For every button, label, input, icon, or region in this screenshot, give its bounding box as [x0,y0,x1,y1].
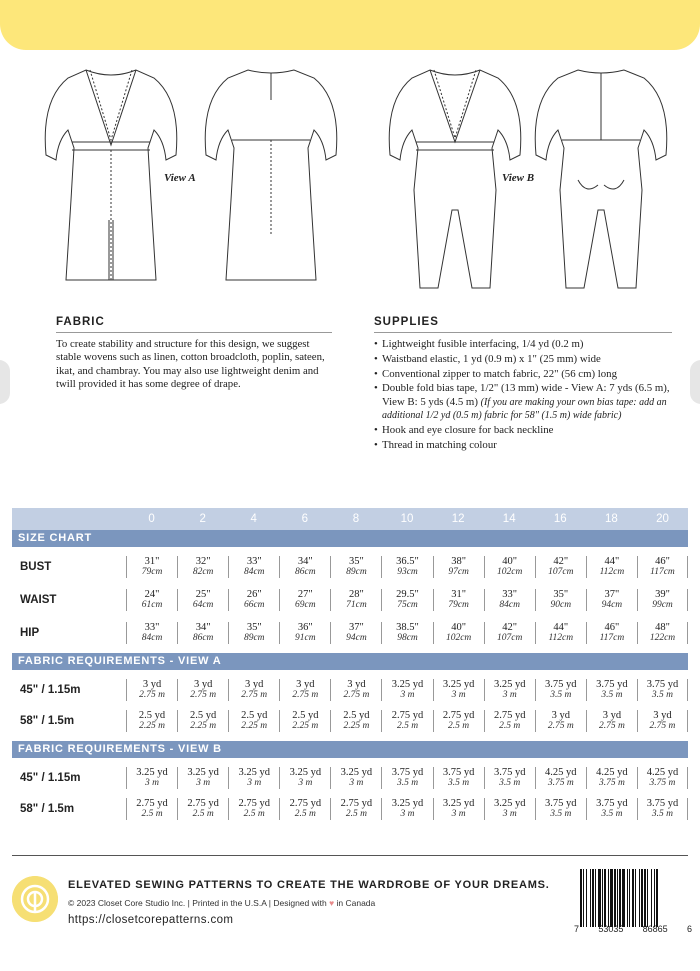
table-cell: 31" 79cm [126,556,177,578]
table-cell: 3 yd 2.75 m [228,679,279,701]
table-cell: 3.75 yd 3.5 m [433,767,484,789]
table-cell: 32" 82cm [177,556,228,578]
table-cell: 37" 94cm [330,622,381,644]
table-cell: 3.25 yd 3 m [381,798,432,820]
size-header: 10 [400,513,414,525]
table-cell: 25" 64cm [177,589,228,611]
table-cell: 27" 69cm [279,589,330,611]
table-cell: 33" 84cm [228,556,279,578]
table-cell: 3 yd 2.75 m [126,679,177,701]
table-cell: 3.25 yd 3 m [177,767,228,789]
footer-tagline: ELEVATED SEWING PATTERNS TO CREATE THE WARDROBE OF YOUR DREAMS. [68,879,550,891]
table-cell: 2.75 yd 2.5 m [228,798,279,820]
table-cell: 3 yd 2.75 m [279,679,330,701]
view-a-band: FABRIC REQUIREMENTS - VIEW A [12,653,688,670]
size-header: 18 [604,513,618,525]
website-link[interactable]: https://closetcorepatterns.com [68,914,234,926]
table-cell: 3 yd 2.75 m [330,679,381,701]
table-cell: 3.25 yd 3 m [484,798,535,820]
table-cell: 2.5 yd 2.25 m [126,710,177,732]
table-row [12,619,688,647]
view-a-back-drawing [196,60,346,290]
size-header: 0 [148,513,155,525]
row-label: WAIST [20,594,57,606]
size-header: 8 [352,513,360,525]
table-cell: 46" 117cm [586,622,637,644]
view-a-label: View A [164,172,196,184]
table-cell: 3.75 yd 3.5 m [586,679,637,701]
table-cell: 3.25 yd 3 m [484,679,535,701]
table-cell: 4.25 yd 3.75 m [535,767,586,789]
table-cell: 3 yd 2.75 m [586,710,637,732]
table-cell: 2.75 yd 2.5 m [330,798,381,820]
table-cell: 48" 122cm [637,622,688,644]
table-cell: 3.75 yd 3.5 m [535,679,586,701]
table-cell: 40" 102cm [433,622,484,644]
table-cell: 39" 99cm [637,589,688,611]
table-cell: 37" 94cm [586,589,637,611]
size-header: 20 [656,513,669,525]
table-cell: 3.25 yd 3 m [279,767,330,789]
next-page-arrow[interactable] [690,360,700,404]
table-row [12,707,688,735]
row-label: 58" / 1.5m [20,715,75,727]
table-cell: 3.75 yd 3.5 m [586,798,637,820]
fabric-heading: FABRIC [56,316,105,328]
table-cell: 31" 79cm [433,589,484,611]
table-cell: 28" 71cm [330,589,381,611]
table-cell: 40" 102cm [484,556,535,578]
supply-item: • Conventional zipper to match fabric, 22" (56 cm) long [374,368,674,381]
table-cell: 44" 112cm [535,622,586,644]
table-cell: 36.5" 93cm [381,556,432,578]
table-cell: 3.75 yd 3.5 m [381,767,432,789]
table-cell: 2.5 yd 2.25 m [279,710,330,732]
table-cell: 3 yd 2.75 m [637,710,688,732]
fabric-description: To create stability and structure for this design, we suggest stable wovens such as linen, cotton broadcloth, poplin, sateen, ikat, and chambray. You may also use lightweight denim and twill provided it has some degree of drape. [56,338,325,390]
table-cell: 2.75 yd 2.5 m [433,710,484,732]
table-cell: 35" 89cm [228,622,279,644]
footer-copyright: © 2023 Closet Core Studio Inc. | Printed in the U.S.A | Designed with ♥ in Canada [68,898,376,908]
table-row [12,553,688,581]
table-cell: 33" 84cm [126,622,177,644]
table-cell: 26" 66cm [228,589,279,611]
table-cell: 36" 91cm [279,622,330,644]
table-cell: 3 yd 2.75 m [535,710,586,732]
row-label: HIP [20,627,40,639]
table-row [12,764,688,792]
table-cell: 29.5" 75cm [381,589,432,611]
supply-item: • Hook and eye closure for back neckline [374,424,674,437]
size-header: 12 [451,513,465,525]
supplies-divider [374,332,672,333]
table-cell: 42" 107cm [535,556,586,578]
supplies-heading: SUPPLIES [374,316,439,328]
table-cell: 3 yd 2.75 m [177,679,228,701]
table-cell: 35" 90cm [535,589,586,611]
supply-item: • Double fold bias tape, 1/2" (13 mm) wide - View A: 7 yds (6.5 m), View B: 5 yds (4.5 m) (If you are making your own bias tape: add an additional 1/2 yd (0.5 m) fabric for 58" (1.5 m) wide fabric) [374,382,674,422]
table-cell: 38.5" 98cm [381,622,432,644]
size-table [12,508,688,823]
table-row [12,795,688,823]
table-cell: 3.75 yd 3.5 m [637,798,688,820]
size-header: 2 [199,513,206,525]
table-cell: 46" 117cm [637,556,688,578]
size-header: 6 [301,513,309,525]
table-cell: 2.75 yd 2.5 m [126,798,177,820]
supply-item: • Waistband elastic, 1 yd (0.9 m) x 1" (25 mm) wide [374,353,674,366]
footer-divider [12,855,688,856]
size-header: 14 [502,513,516,525]
table-cell: 3.75 yd 3.5 m [484,767,535,789]
table-cell: 33" 84cm [484,589,535,611]
technical-drawings [0,60,700,300]
table-cell: 3.25 yd 3 m [126,767,177,789]
table-cell: 3.25 yd 3 m [330,767,381,789]
top-yellow-band [0,0,700,50]
supply-item: • Lightweight fusible interfacing, 1/4 yd (0.2 m) [374,338,674,351]
table-cell: 24" 61cm [126,589,177,611]
table-cell: 3.25 yd 3 m [433,679,484,701]
previous-page-arrow[interactable] [0,360,10,404]
table-cell: 42" 107cm [484,622,535,644]
row-label: 45" / 1.15m [20,684,81,696]
table-row [12,586,688,614]
size-header: 16 [553,513,567,525]
table-cell: 4.25 yd 3.75 m [637,767,688,789]
row-label: 45" / 1.15m [20,772,81,784]
table-cell: 3.75 yd 3.5 m [535,798,586,820]
table-cell: 3.75 yd 3.5 m [637,679,688,701]
row-label: 58" / 1.5m [20,803,75,815]
fabric-divider [56,332,332,333]
size-chart-band: SIZE CHART [12,530,688,547]
closet-core-logo-icon [12,876,58,922]
table-cell: 35" 89cm [330,556,381,578]
table-cell: 38" 97cm [433,556,484,578]
table-cell: 2.75 yd 2.5 m [279,798,330,820]
table-cell: 44" 112cm [586,556,637,578]
table-cell: 2.5 yd 2.25 m [330,710,381,732]
size-header-row [12,508,688,530]
table-cell: 2.75 yd 2.5 m [484,710,535,732]
size-header: 4 [250,513,257,525]
table-cell: 3.25 yd 3 m [228,767,279,789]
table-cell: 2.75 yd 2.5 m [177,798,228,820]
table-cell: 3.25 yd 3 m [433,798,484,820]
table-cell: 4.25 yd 3.75 m [586,767,637,789]
table-cell: 34" 86cm [279,556,330,578]
table-cell: 3.25 yd 3 m [381,679,432,701]
table-cell: 2.75 yd 2.5 m [381,710,432,732]
barcode-digits: 7 53035 86865 6 [574,924,692,934]
view-b-band: FABRIC REQUIREMENTS - VIEW B [12,741,688,758]
table-row [12,676,688,704]
row-label: BUST [20,561,52,573]
view-b-label: View B [502,172,535,184]
heart-icon: ♥ [329,898,335,908]
table-cell: 34" 86cm [177,622,228,644]
table-cell: 2.5 yd 2.25 m [228,710,279,732]
supply-item: • Thread in matching colour [374,439,674,452]
supplies-list [374,338,674,453]
table-cell: 2.5 yd 2.25 m [177,710,228,732]
view-b-back-drawing [526,60,676,295]
